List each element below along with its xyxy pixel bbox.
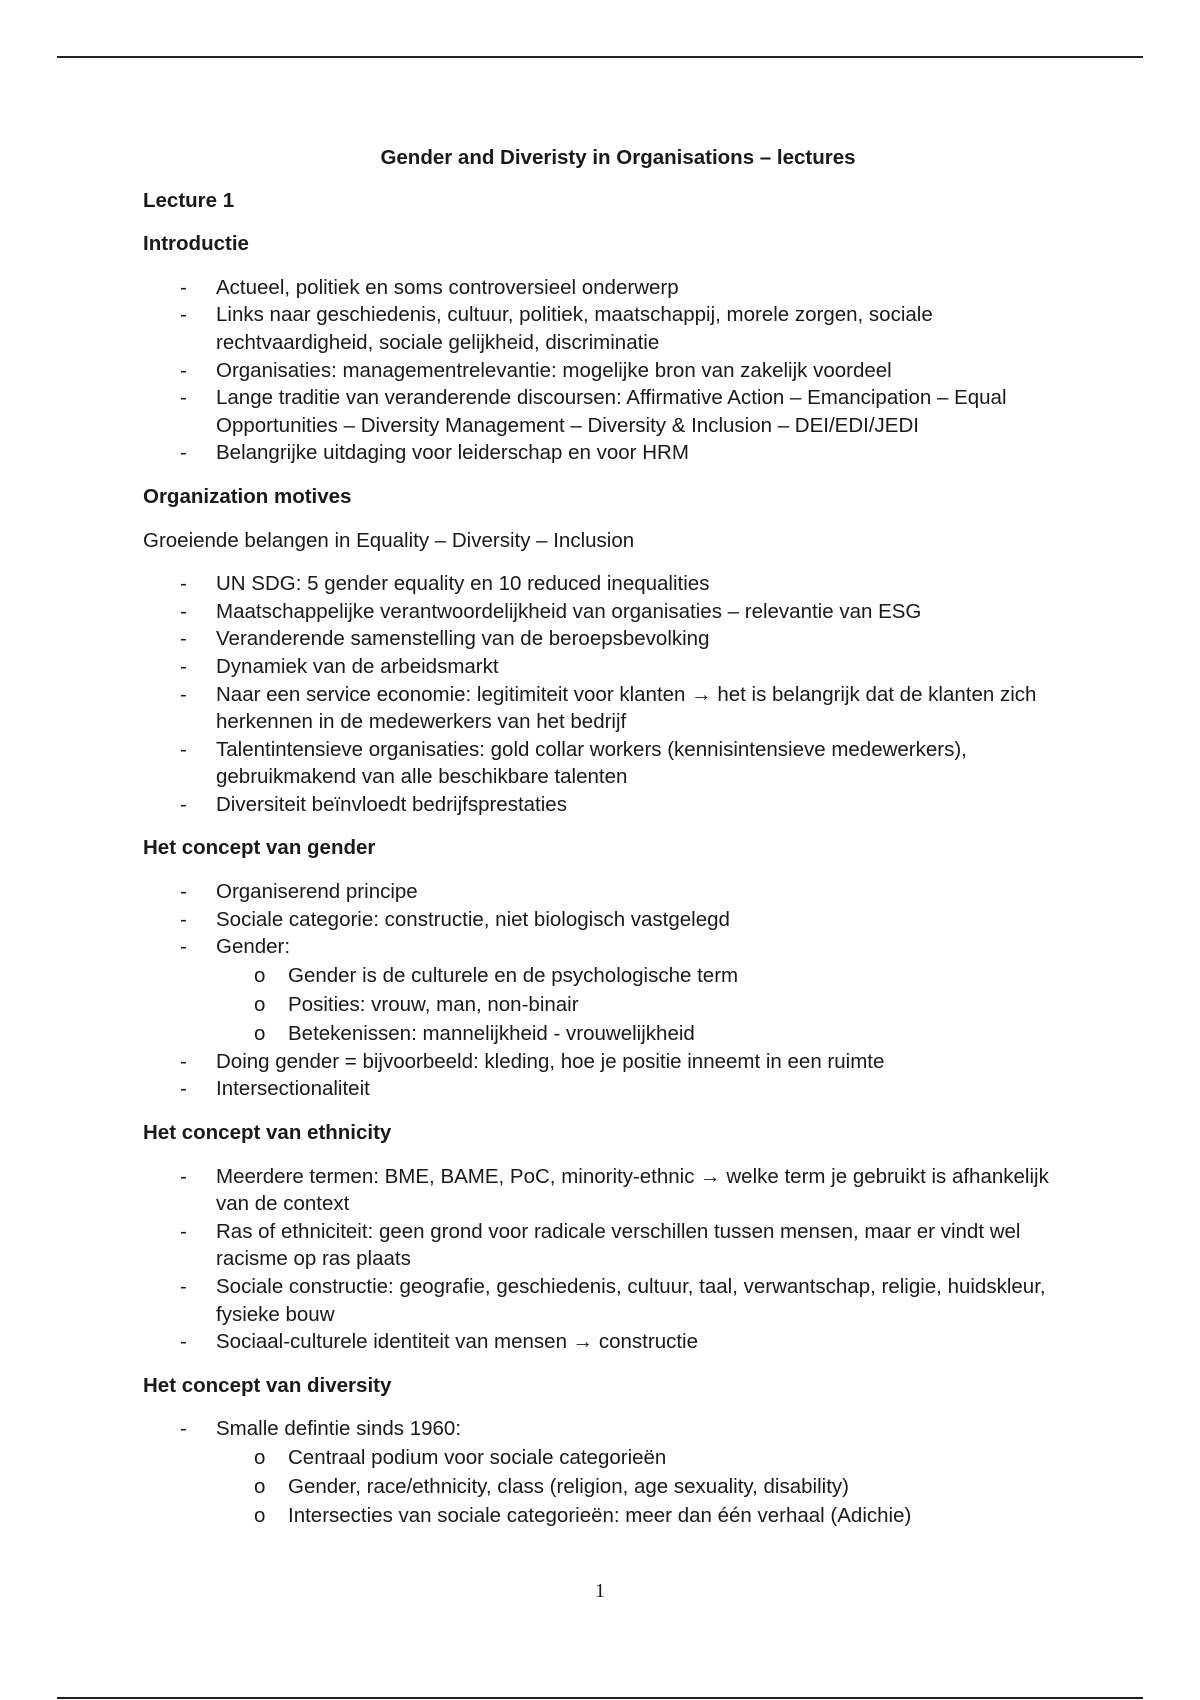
list-item: - Smalle defintie sinds 1960: o Centraal podium voor sociale categorieën o Gender, race/ethnicity, class (religion, age sexuality, disability) o Intersecties van sociale categorieën: meer dan één verhaal (Adichie) [143, 1415, 1083, 1530]
motives-list [143, 570, 1083, 818]
sub-list-item: o Centraal podium voor sociale categorieën [216, 1443, 1083, 1472]
sub-list-item: o Posities: vrouw, man, non-binair [216, 990, 1083, 1019]
list-item: - Links naar geschiedenis, cultuur, politiek, maatschappij, morele zorgen, sociale rechtvaardigheid, sociale gelijkheid, discriminatie [180, 303, 933, 354]
dash-bullet: - [180, 792, 187, 816]
dash-bullet: - [180, 1275, 187, 1298]
list-item: - Maatschappelijke verantwoordelijkheid van organisaties – relevantie van ESG [143, 598, 1083, 626]
section-heading-introductie: Introductie [143, 232, 249, 256]
list-item: - Intersectionaliteit [143, 1075, 1083, 1103]
list-item: - Meerdere termen: BME, BAME, PoC, minority-ethnic → welke term je gebruikt is afhankelijk van de context [180, 1164, 1049, 1216]
sub-list-item: o Gender is de culturele en de psychologische term [216, 961, 1083, 990]
sub-list-item: o Intersecties van sociale categorieën: meer dan één verhaal (Adichie) [216, 1501, 1083, 1530]
diversity-sublist [216, 1443, 1083, 1530]
section-heading-motives: Organization motives [143, 484, 352, 508]
list-item: - Naar een service economie: legitimiteit voor klanten → het is belangrijk dat de klanten zich herkennen in de medewerkers van het bedrijf [180, 682, 1037, 734]
dash-bullet: - [180, 1417, 187, 1441]
dash-bullet: - [180, 1164, 187, 1188]
sub-list-item: o Gender, race/ethnicity, class (religion, age sexuality, disability) [216, 1472, 1083, 1501]
list-item: - Doing gender = bijvoorbeeld: kleding, hoe je positie inneemt in een ruimte [143, 1048, 1083, 1076]
page-number: 1 [595, 1580, 605, 1602]
section-heading-diversity: Het concept van diversity [143, 1373, 392, 1397]
list-item: - Gender: o Gender is de culturele en de psychologische term o Posities: vrouw, man, non-binair o Betekenissen: mannelijkheid - vrouwelijkheid [143, 933, 1083, 1048]
dash-bullet: - [180, 654, 187, 678]
dash-bullet: - [180, 358, 187, 382]
list-item: - Ras of ethniciteit: geen grond voor radicale verschillen tussen mensen, maar er vindt wel racisme op ras plaats [180, 1219, 1021, 1271]
dash-bullet: - [180, 1219, 187, 1243]
footer-rule [57, 1697, 1143, 1699]
gender-list [143, 878, 1083, 1103]
dash-bullet: - [180, 572, 187, 596]
dash-bullet: - [180, 907, 187, 931]
circle-bullet: o [254, 1474, 266, 1498]
lecture-heading: Lecture 1 [143, 188, 235, 212]
list-item: - Belangrijke uitdaging voor leiderschap en voor HRM [143, 439, 1083, 467]
list-item: - Talentintensieve organisaties: gold collar workers (kennisintensieve medewerkers), gebruikmakend van alle beschikbare talenten [180, 737, 967, 789]
document-body [143, 144, 1083, 1546]
circle-bullet: o [254, 963, 266, 987]
list-item: - Organiserend principe [143, 878, 1083, 906]
list-item: - Organisaties: managementrelevantie: mogelijke bron van zakelijk voordeel [143, 357, 1083, 385]
list-item: - Sociale categorie: constructie, niet biologisch vastgelegd [143, 906, 1083, 934]
intro-list [143, 274, 1083, 467]
dash-bullet: - [180, 386, 187, 410]
dash-bullet: - [180, 1077, 187, 1101]
header-rule [57, 56, 1143, 58]
list-item: - Veranderende samenstelling van de beroepsbevolking [143, 625, 1083, 653]
ethnicity-list [143, 1163, 1083, 1356]
list-item: - Diversiteit beïnvloedt bedrijfsprestaties [143, 791, 1083, 819]
circle-bullet: o [254, 1503, 266, 1527]
list-item: - Actueel, politiek en soms controversieel onderwerp [143, 274, 1083, 302]
circle-bullet: o [254, 992, 266, 1016]
dash-bullet: - [180, 935, 187, 959]
dash-bullet: - [180, 441, 187, 465]
dash-bullet: - [180, 599, 187, 623]
document-title: Gender and Diveristy in Organisations – lectures [380, 146, 856, 169]
list-item: - Sociale constructie: geografie, geschiedenis, cultuur, taal, verwantschap, religie, huidskleur, fysieke bouw [180, 1275, 1046, 1326]
dash-bullet: - [180, 627, 187, 651]
motives-lead: Groeiende belangen in Equality – Diversity – Inclusion [143, 528, 635, 552]
section-heading-gender: Het concept van gender [143, 836, 376, 860]
dash-bullet: - [180, 682, 187, 706]
list-item: - Dynamiek van de arbeidsmarkt [143, 653, 1083, 681]
dash-bullet: - [180, 1049, 187, 1073]
section-heading-ethnicity: Het concept van ethnicity [143, 1121, 392, 1145]
list-item: - Lange traditie van veranderende discoursen: Affirmative Action – Emancipation – Equal Opportunities – Diversity Management – Diversity & Inclusion – DEI/EDI/JEDI [180, 386, 1007, 437]
circle-bullet: o [254, 1021, 266, 1045]
dash-bullet: - [180, 880, 187, 904]
list-item: - UN SDG: 5 gender equality en 10 reduced inequalities [143, 570, 1083, 598]
list-item: - Sociaal-culturele identiteit van mensen → constructie [143, 1328, 1083, 1356]
dash-bullet: - [180, 303, 187, 327]
dash-bullet: - [180, 1330, 187, 1354]
dash-bullet: - [180, 275, 187, 299]
gender-sublist [216, 961, 1083, 1048]
sub-list-item: o Betekenissen: mannelijkheid - vrouwelijkheid [216, 1019, 1083, 1048]
dash-bullet: - [180, 737, 187, 761]
diversity-list [143, 1415, 1083, 1530]
circle-bullet: o [254, 1445, 266, 1469]
